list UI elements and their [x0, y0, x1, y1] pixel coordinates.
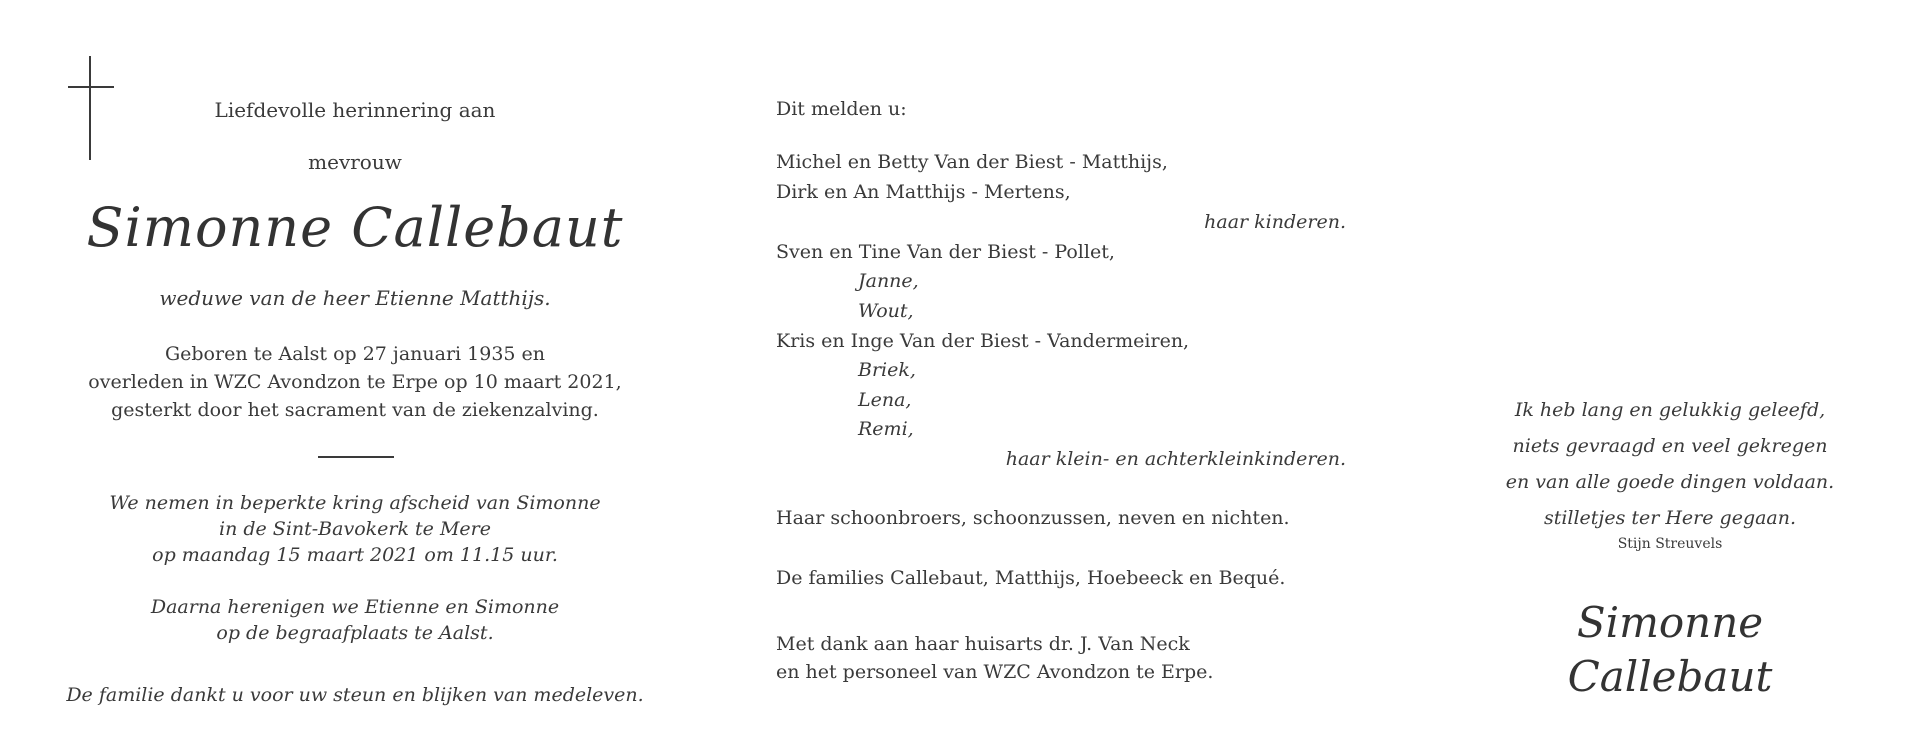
birth-death-text — [40, 340, 670, 424]
farewell-text — [40, 490, 670, 568]
grandchildren-label: haar klein- en achterkleinkinderen. — [1005, 448, 1346, 470]
farewell-line: in de Sint-Bavokerk te Mere — [219, 518, 491, 540]
widow-text: weduwe van de heer Etienne Matthijs. — [159, 286, 551, 310]
birth-death-line: gesterkt door het sacrament van de ziekenzalving. — [111, 399, 599, 421]
divider — [318, 456, 394, 458]
burial-line: Daarna herenigen we Etienne en Simonne — [150, 596, 560, 618]
poem-line: stilletjes ter Here gegaan. — [1543, 507, 1797, 529]
grand-family-line: Kris en Inge Van der Biest - Vandermeiren, — [776, 330, 1190, 352]
farewell-line: op maandag 15 maart 2021 om 11.15 uur. — [152, 544, 558, 566]
poem-author: Stijn Streuvels — [1617, 536, 1723, 552]
burial-line: op de begraafplaats te Aalst. — [216, 622, 494, 644]
families-text: De families Callebaut, Matthijs, Hoebeeck en Bequé. — [776, 567, 1286, 589]
grand-family-line: Sven en Tine Van der Biest - Pollet, — [776, 241, 1115, 263]
deceased-name: Simonne Callebaut — [86, 196, 624, 259]
child-line: Michel en Betty Van der Biest - Matthijs, — [776, 151, 1168, 173]
child-line: Dirk en An Matthijs - Mertens, — [776, 181, 1071, 203]
poem-line: en van alle goede dingen voldaan. — [1505, 471, 1835, 493]
poem-line: Ik heb lang en gelukkig geleefd, — [1514, 399, 1826, 421]
name-line: Callebaut — [1567, 652, 1773, 701]
family-thanks: De familie dankt u voor uw steun en blijken van medeleven. — [66, 684, 644, 706]
birth-death-line: overleden in WZC Avondzon te Erpe op 10 maart 2021, — [88, 371, 622, 393]
grandchild-line: Janne, — [858, 270, 919, 292]
children-label: haar kinderen. — [1204, 211, 1346, 233]
grandchild-line: Briek, — [858, 359, 916, 381]
poem — [1470, 392, 1870, 536]
doctor-thanks-line: en het personeel van WZC Avondzon te Erpe. — [776, 661, 1214, 683]
doctor-thanks-line: Met dank aan haar huisarts dr. J. Van Neck — [776, 633, 1190, 655]
grandchild-line: Lena, — [858, 389, 912, 411]
name-line: Simonne — [1576, 598, 1764, 647]
honorific: mevrouw — [308, 150, 402, 174]
birth-death-line: Geboren te Aalst op 27 januari 1935 en — [164, 343, 546, 365]
deceased-name-back — [1470, 596, 1870, 704]
farewell-line: We nemen in beperkte kring afscheid van Simonne — [109, 492, 601, 514]
intro-text: Liefdevolle herinnering aan — [214, 98, 496, 122]
grandchild-line: Remi, — [858, 418, 914, 440]
in-laws-text: Haar schoonbroers, schoonzussen, neven en nichten. — [776, 507, 1290, 529]
burial-text — [40, 594, 670, 646]
grandchild-line: Wout, — [858, 300, 914, 322]
poem-line: niets gevraagd en veel gekregen — [1512, 435, 1828, 457]
announce-text: Dit melden u: — [776, 98, 907, 120]
